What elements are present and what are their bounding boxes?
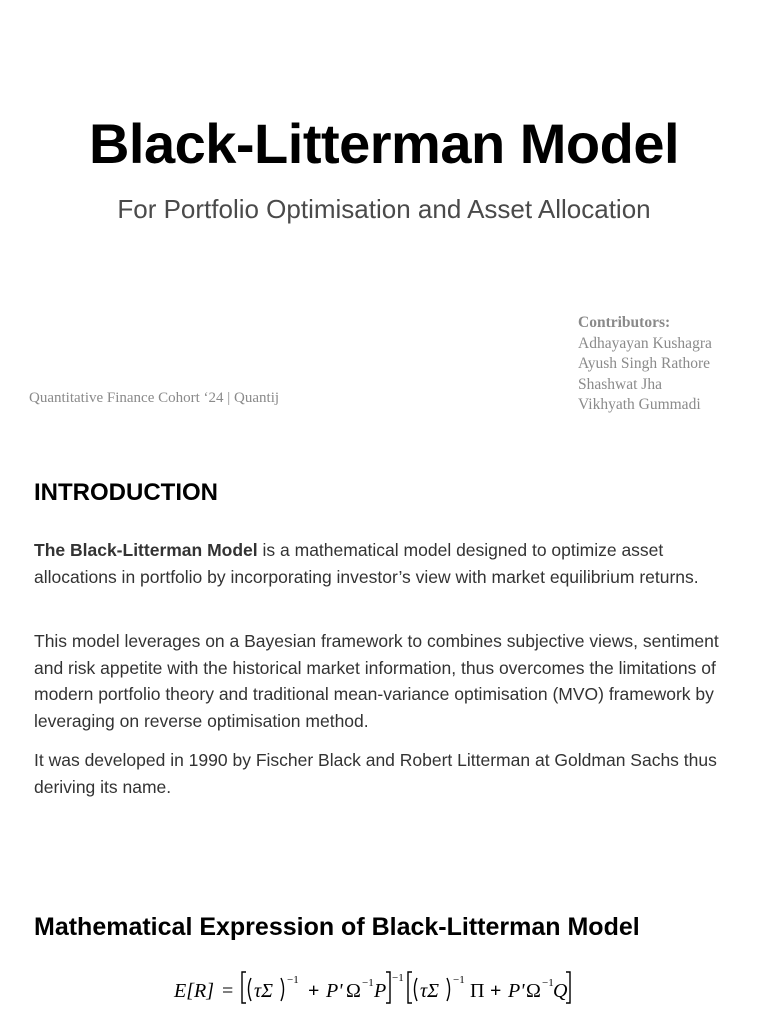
contributors-block [578, 313, 712, 416]
page-subtitle: For Portfolio Optimisation and Asset Allocation [117, 194, 651, 224]
formula-plus: + [490, 980, 502, 1002]
formula-paren [281, 978, 284, 1001]
formula-inverse: −1 [453, 974, 465, 986]
formula-bracket [408, 972, 412, 1003]
intro-paragraph-3: It was developed in 1990 by Fischer Black and Robert Litterman at Goldman Sachs thus deriving its name. [34, 750, 717, 797]
formula-inverse: −1 [287, 974, 299, 986]
intro-paragraph-2: This model leverages on a Bayesian framework to combines subjective views, sentiment and risk appetite with the historical market information, thus overcomes the limitations of modern portfolio theory and traditional mean-variance optimisation (MVO) framework by leveraging on reverse optimisation method. [34, 631, 719, 731]
math-section-heading: Mathematical Expression of Black-Litterman Model [34, 913, 640, 941]
introduction-heading: INTRODUCTION [34, 479, 218, 506]
formula-paren [249, 978, 252, 1001]
formula-bracket [242, 972, 246, 1003]
formula-inverse: −1 [542, 977, 554, 989]
page-title: Black-Litterman Model [88, 112, 680, 175]
formula-pi: Π [470, 980, 485, 1002]
formula-omega: Ω [526, 980, 541, 1002]
formula-paren [447, 978, 450, 1001]
black-litterman-formula [160, 960, 580, 1010]
formula-inverse: −1 [392, 972, 404, 984]
formula-lhs: E[R] [174, 980, 214, 1002]
formula-inverse: −1 [362, 977, 374, 989]
formula-paren [415, 978, 418, 1001]
contributor-name: Ayush Singh Rathore [578, 355, 711, 372]
formula-p-prime: P' [326, 980, 343, 1002]
intro-paragraph-1 [34, 537, 739, 590]
formula-q: Q [553, 980, 568, 1002]
cohort-label: Quantitative Finance Cohort ‘24 | Quantij [29, 390, 280, 406]
formula-equals: = [222, 980, 234, 1002]
contributor-name: Vikhyath Gummadi [578, 396, 701, 413]
contributor-name: Adhayayan Kushagra [578, 334, 712, 352]
formula-plus: + [308, 980, 320, 1002]
model-name-bold: The Black-Litterman Model [34, 540, 258, 560]
intro-paragraph-1-text: is a mathematical model designed to optimize asset allocations in portfolio by incorporating investor’s view with market equilibrium returns. [34, 540, 699, 587]
formula-bracket [386, 972, 390, 1003]
formula-tau-sigma: τΣ [420, 980, 440, 1002]
formula-omega: Ω [346, 980, 361, 1002]
contributor-name: Shashwat Jha [578, 375, 662, 393]
formula-p-prime: P' [508, 980, 525, 1002]
formula-svg [160, 960, 580, 1010]
formula-tau-sigma: τΣ [254, 980, 274, 1002]
contributors-label: Contributors: [578, 314, 671, 331]
formula-p: P [374, 980, 387, 1002]
